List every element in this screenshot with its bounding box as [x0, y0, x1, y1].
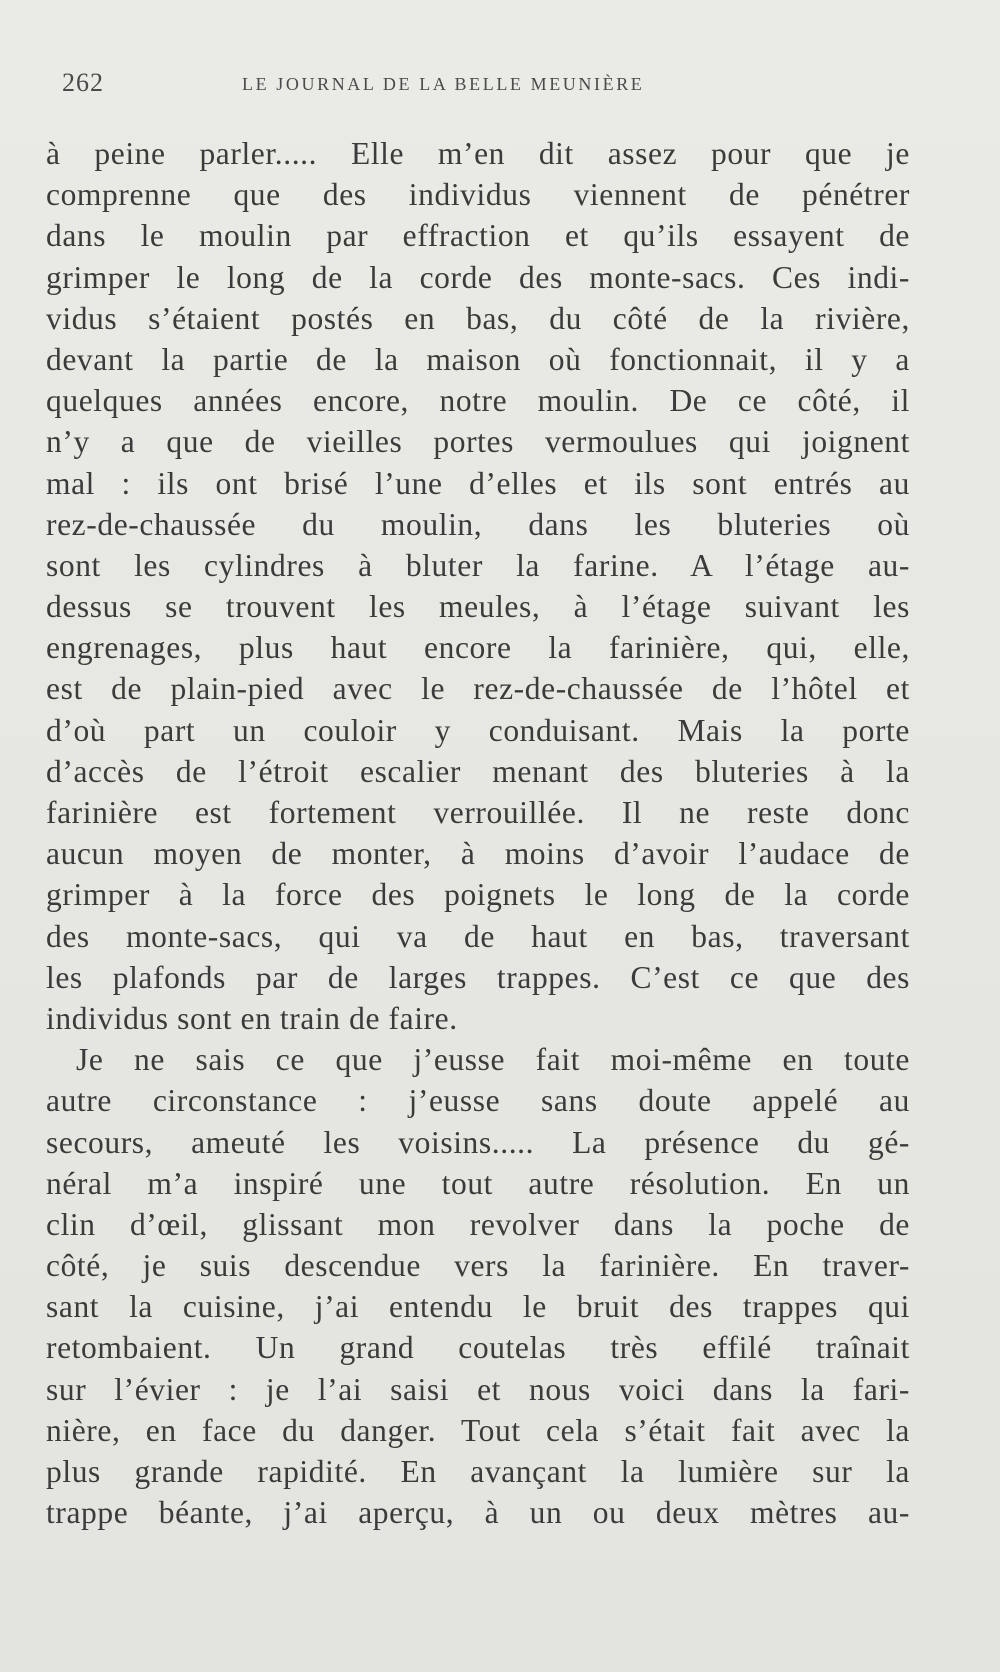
- text-line: sur l’évier : je l’ai saisi et nous voici dans la fari-: [46, 1371, 910, 1407]
- text-line: n’y a que de vieilles portes vermoulues qui joignent: [46, 424, 910, 460]
- text-line: plus grande rapidité. En avançant la lumière sur la: [46, 1454, 910, 1489]
- text-line: quelques années encore, notre moulin. De ce côté, il: [46, 383, 910, 419]
- text-line: sant la cuisine, j’ai entendu le bruit des trappes qui: [46, 1289, 910, 1325]
- text-line: retombaient. Un grand coutelas très effilé traînait: [46, 1330, 910, 1366]
- text-line: d’accès de l’étroit escalier menant des bluteries à la: [46, 753, 910, 789]
- text-line: néral m’a inspiré une tout autre résolution. En un: [46, 1165, 910, 1201]
- text-line: des monte-sacs, qui va de haut en bas, traversant: [46, 918, 910, 954]
- paragraph-end-line: individus sont en train de faire.: [46, 1000, 458, 1036]
- paragraph-start-line: Je ne sais ce que j’eusse fait moi-même en toute: [76, 1042, 910, 1078]
- running-head: [62, 68, 922, 98]
- text-line: farinière est fortement verrouillée. Il ne reste donc: [46, 795, 910, 830]
- text-line: côté, je suis descendue vers la farinière. En traver-: [46, 1248, 910, 1284]
- body-text: [46, 133, 910, 1533]
- text-line: engrenages, plus haut encore la farinière, qui, elle,: [46, 630, 910, 666]
- text-line: dans le moulin par effraction et qu’ils essayent de: [46, 218, 910, 254]
- text-line: clin d’œil, glissant mon revolver dans la poche de: [46, 1206, 910, 1242]
- text-line: secours, ameuté les voisins..... La présence du gé-: [46, 1124, 910, 1160]
- text-line: mal : ils ont brisé l’une d’elles et ils sont entrés au: [46, 465, 910, 501]
- page-number: 262: [62, 68, 104, 97]
- text-line: rez-de-chaussée du moulin, dans les bluteries où: [46, 506, 910, 542]
- text-line: vidus s’étaient postés en bas, du côté de la rivière,: [46, 300, 910, 336]
- text-line: dessus se trouvent les meules, à l’étage suivant les: [46, 589, 910, 625]
- text-line: d’où part un couloir y conduisant. Mais la porte: [46, 712, 910, 748]
- text-line: nière, en face du danger. Tout cela s’était fait avec la: [46, 1412, 910, 1448]
- text-line: aucun moyen de monter, à moins d’avoir l’audace de: [46, 836, 910, 872]
- text-line: grimper le long de la corde des monte-sacs. Ces indi-: [46, 259, 910, 295]
- text-line: les plafonds par de larges trappes. C’est ce que des: [46, 959, 910, 995]
- text-line: à peine parler..... Elle m’en dit assez pour que je: [46, 136, 910, 171]
- text-line: trappe béante, j’ai aperçu, à un ou deux mètres au-: [46, 1495, 910, 1531]
- text-line: sont les cylindres à bluter la farine. A l’étage au-: [46, 547, 910, 583]
- text-line: est de plain-pied avec le rez-de-chaussée de l’hôtel et: [46, 671, 910, 707]
- text-line: autre circonstance : j’eusse sans doute appelé au: [46, 1083, 910, 1119]
- text-line: grimper à la force des poignets le long de la corde: [46, 877, 910, 913]
- text-line: devant la partie de la maison où fonctionnait, il y a: [46, 341, 910, 377]
- running-title: LE JOURNAL DE LA BELLE MEUNIÈRE: [242, 74, 645, 94]
- text-line: comprenne que des individus viennent de pénétrer: [46, 177, 910, 213]
